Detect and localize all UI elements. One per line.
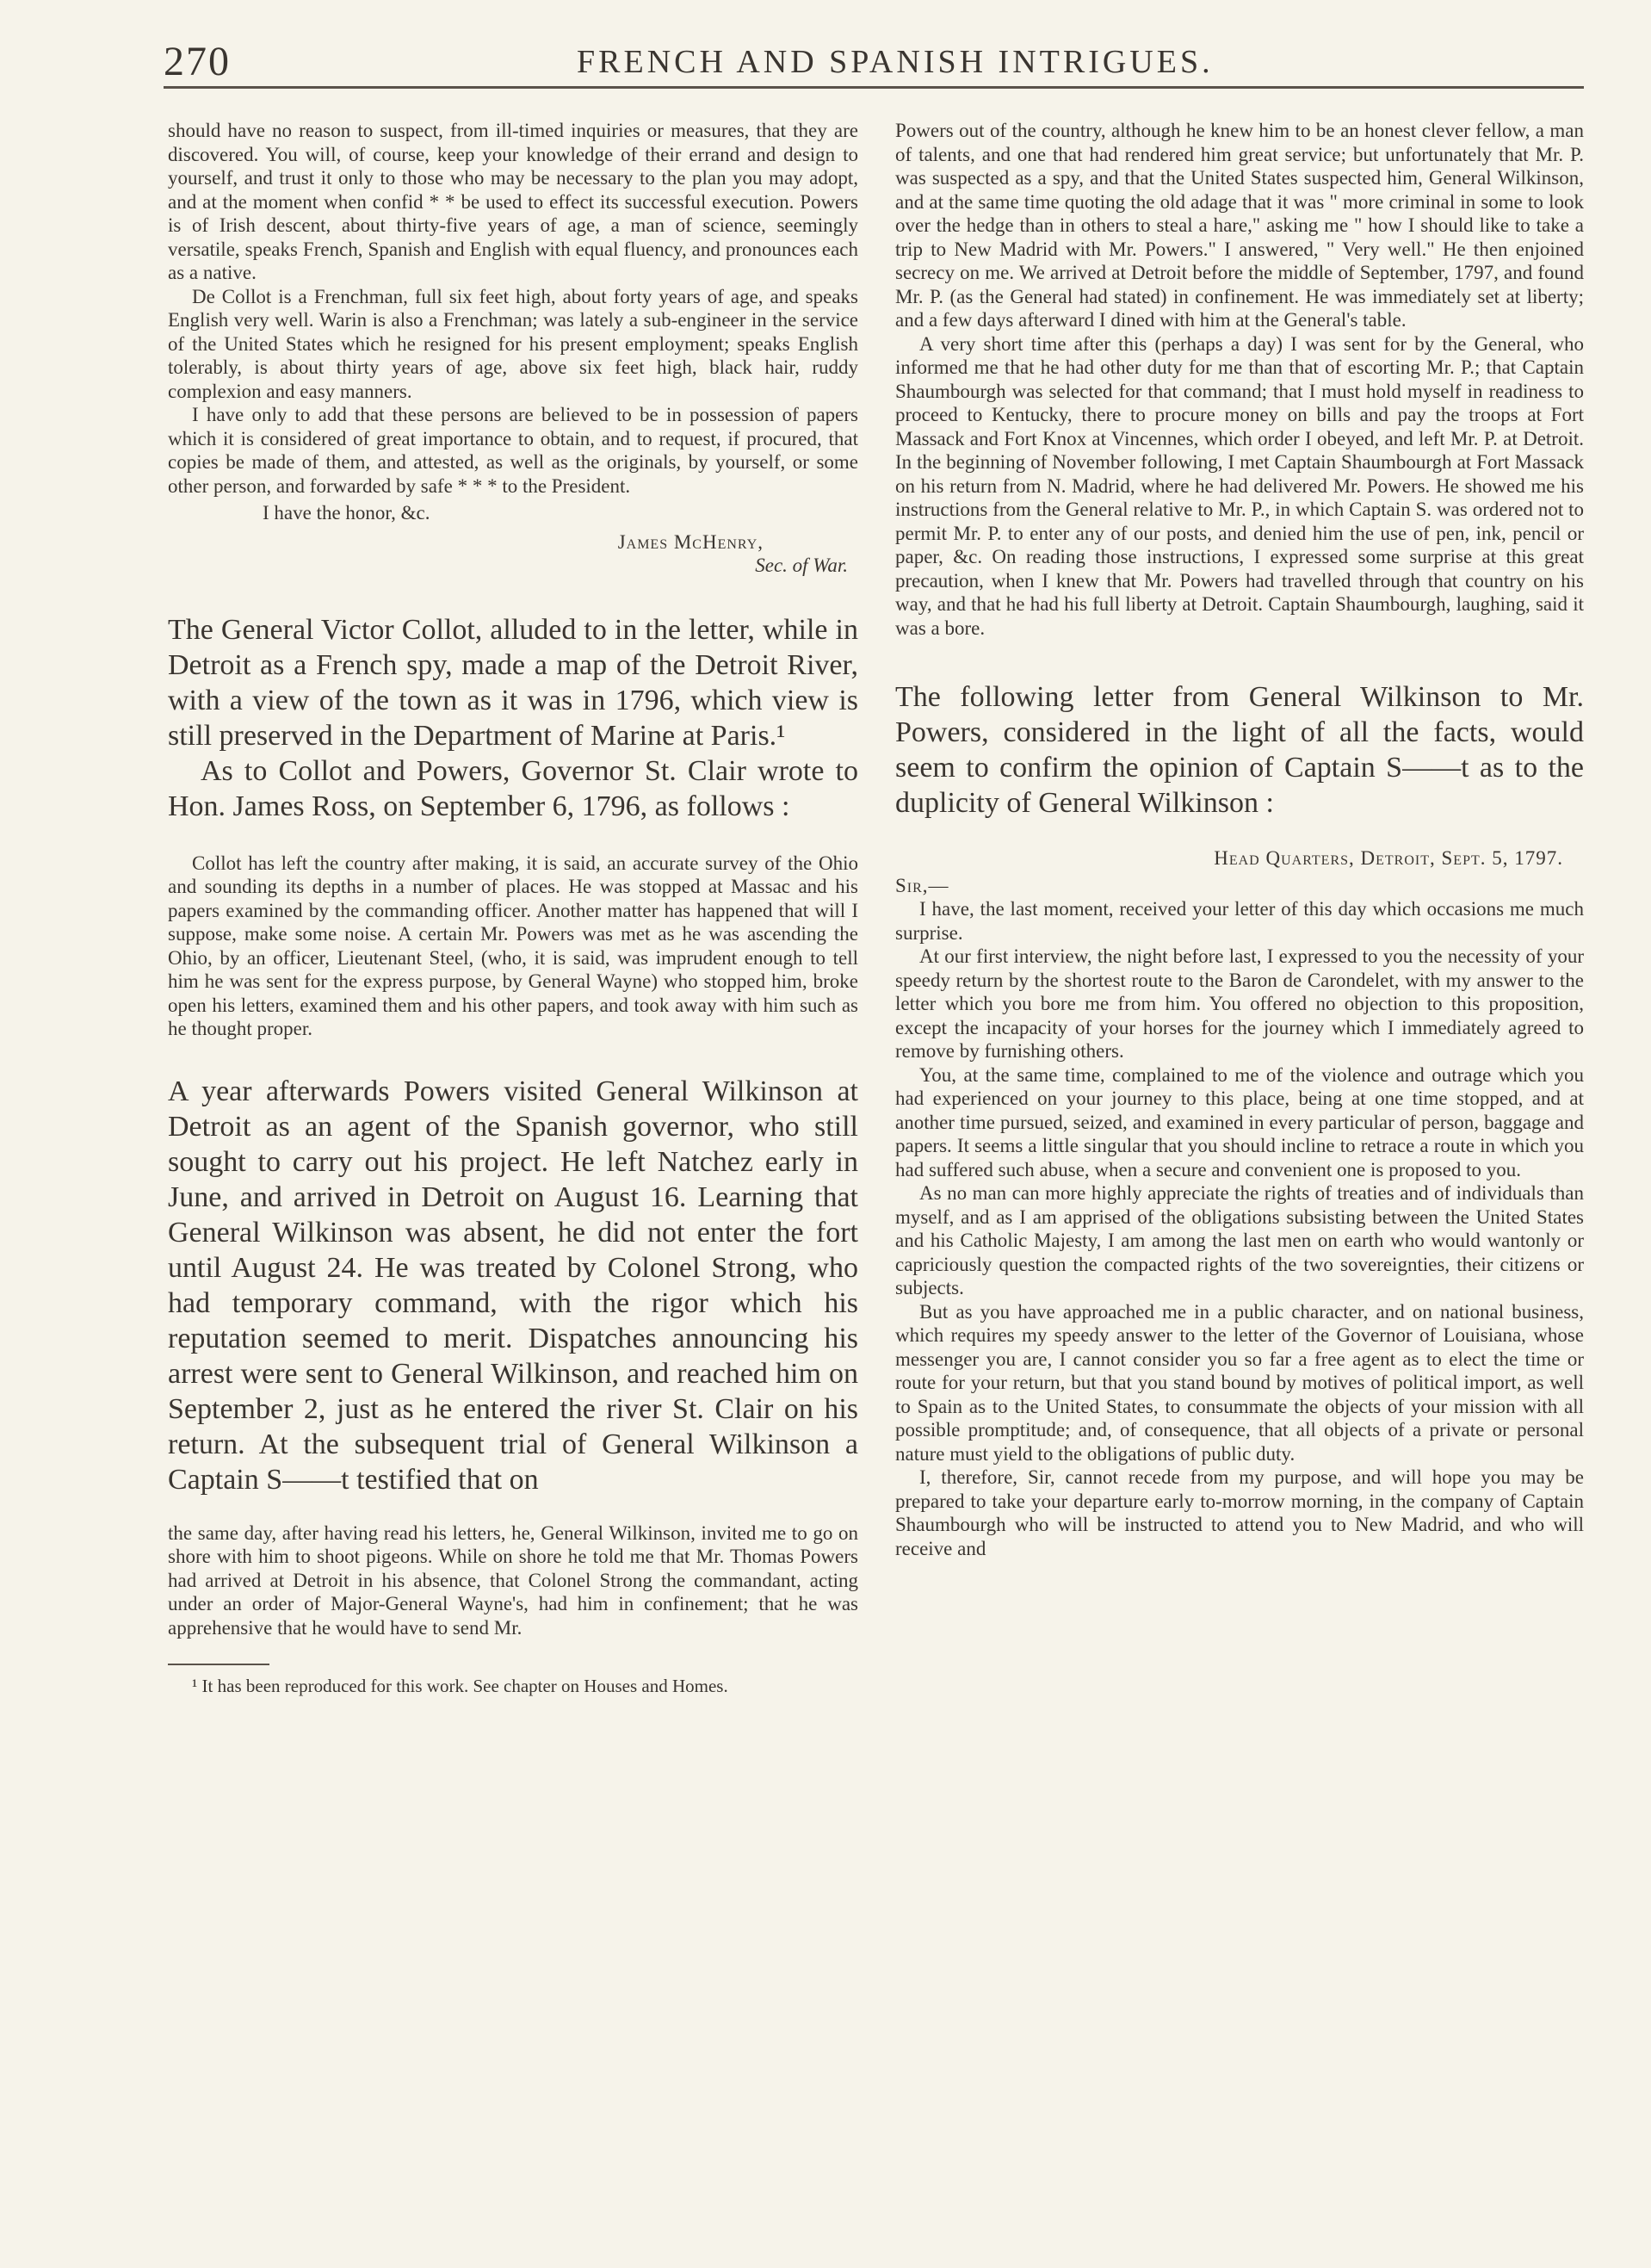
- page-number: 270: [164, 39, 231, 84]
- footnote: ¹ It has been reproduced for this work. See chapter on Houses and Homes.: [192, 1676, 728, 1696]
- testimony-paragraph: the same day, after having read his letters, he, General Wilkinson, invited me to go on shore with him to shoot pigeons. While on shore he told me that Mr. Thomas Powers had arrived at Detroit in his absence, that Colonel Strong the commandant, acting under an order of Major-General Wayne's, had him in confinement; that he was apprehensive that he would have to send Mr.: [168, 1521, 858, 1639]
- body-paragraph: A year afterwards Powers visited General Wilkinson at Detroit as an agent of the Spanish governor, who still sought to carry out his project. He left Natchez early in June, and arrived in Detroit on August 16. Learning that General Wilkinson was absent, he did not enter the fort until August 24. He was treated by Colonel Strong, who had temporary command, with the rigor which his reputation seemed to merit. Dispatches announcing his arrest were sent to General Wilkinson, and reached him on September 2, just as he entered the river St. Clair on his return. At the subsequent trial of General Wilkinson a Captain S——t testified that on: [168, 1075, 858, 1496]
- body-paragraph: As to Collot and Powers, Governor St. Clair wrote to Hon. James Ross, on September 6, 1796, as follows :: [168, 754, 858, 822]
- signature-title: Sec. of War.: [755, 555, 848, 576]
- letter-paragraph: should have no reason to suspect, from ill-timed inquiries or measures, that they are discovered. You will, of course, keep your knowledge of their errand and design to yourself, and trust it only to those who may be necessary to the plan you may adopt, and at the moment when confid * * be used to effect its successful execution. Powers is of Irish descent, about thirty-five years of age, a man of science, seemingly versatile, speaks French, Spanish and English with equal fluency, and pronounces each as a native.: [168, 120, 858, 283]
- running-title: FRENCH AND SPANISH INTRIGUES.: [577, 44, 1214, 80]
- letter-paragraph: At our first interview, the night before last, I expressed to you the necessity of your speedy return by the shortest route to the Baron de Carondelet, with my answer to the letter which you bore me from him. You offered no objection to this proposition, except the incapacity of your horses for the journey which I immediately agreed to remove by furnishing others.: [895, 945, 1584, 1062]
- testimony-paragraph: A very short time after this (perhaps a day) I was sent for by the General, who informed me that he had other duty for me than that of escorting Mr. P.; that Captain Shaumbourgh was selected for that command; that I must hold myself in readiness to proceed to Kentucky, there to procure money on bills and pay the troops at Fort Massack and Fort Knox at Vincennes, which order I obeyed, and left Mr. P. at Detroit. In the beginning of November following, I met Captain Shaumbourgh at Fort Massack on his return from N. Madrid, where he had delivered Mr. Powers. He showed me his instructions from the General relative to Mr. P., in which Captain S. was ordered not to permit Mr. P. to enter any of our posts, and denied him the use of pen, ink, pencil or paper, &c. On reading those instructions, I expressed some surprise at this great precaution, when I knew that Mr. Powers had travelled through that country on his way, and that he had his full liberty at Detroit. Captain Shaumbourgh, laughing, said it was a bore.: [895, 332, 1584, 639]
- header-rule: [164, 86, 1584, 89]
- body-paragraph: The following letter from General Wilkinson to Mr. Powers, considered in the light of all the facts, would seem to confirm the opinion of Captain S——t as to the duplicity of General Wilkinson :: [895, 681, 1584, 819]
- letter-dateline: Head Quarters, Detroit, Sept. 5, 1797.: [1214, 847, 1563, 869]
- letter-paragraph: I have only to add that these persons are believed to be in possession of papers which it is considered of great importance to obtain, and to request, if procured, that copies be made of them, and attested, as well as the originals, by yourself, or some other person, and forwarded by safe * * * to the President.: [168, 404, 858, 497]
- quoted-paragraph: Collot has left the country after making, it is said, an accurate survey of the Ohio and sounding its depths in a number of places. He was stopped at Massac and his papers examined by the commanding officer. Another matter has happened that will I suppose, make some noise. A certain Mr. Powers was met as he was ascending the Ohio, by an officer, Lieutenant Steel, (who, it is said, was imprudent enough to tell him he was sent for the express purpose, by General Wayne) who stopped him, broke open his letters, examined them and his other papers, and took away with him such as he thought proper.: [168, 852, 858, 1039]
- signature-name: James McHenry,: [617, 530, 764, 553]
- left-column: [168, 119, 858, 1697]
- body-paragraph: The General Victor Collot, alluded to in the letter, while in Detroit as a French spy, made a map of the Detroit River, with a view of the town as it was in 1796, which view is still preserved in the Department of Marine at Paris.¹: [168, 613, 858, 752]
- letter-paragraph: As no man can more highly appreciate the rights of treaties and of individuals than myself, and as I am apprised of the obligations subsisting between the United States and his Catholic Majesty, I am among the last men on earth who would wantonly or capriciously question the compacted rights of the two sovereignties, their citizens or subjects.: [895, 1182, 1584, 1298]
- letter-paragraph: I, therefore, Sir, cannot recede from my purpose, and will hope you may be prepared to take your departure early to-morrow morning, in the company of Captain Shaumbourgh who will be instructed to attend you to New Madrid, and who will receive and: [895, 1466, 1584, 1559]
- letter-closing: I have the honor, &c.: [263, 502, 430, 524]
- letter-paragraph: You, at the same time, complained to me of the violence and outrage which you had experienced on your journey to this place, being at one time stopped, and at another time pursued, seized, and examined in every particular of person, baggage and papers. It seems a little singular that you should incline to retrace a route in which you had suffered such abuse, when a secure and convenient one is proposed to you.: [895, 1063, 1584, 1180]
- letter-paragraph: De Collot is a Frenchman, full six feet high, about forty years of age, and speaks English very well. Warin is also a Frenchman; was lately a sub-engineer in the service of the United States which he resigned for his present employment; speaks English tolerably, is about thirty years of age, above six feet high, black hair, ruddy complexion and easy manners.: [168, 285, 858, 402]
- testimony-paragraph: Powers out of the country, although he knew him to be an honest clever fellow, a man of talents, and one that had rendered him great service; but unfortunately that Mr. P. was suspected as a spy, and that the United States suspected him, General Wilkinson, and at the same time quoting the old adage that it was " more criminal in some to look over the hedge than in others to steal a hare," asking me " how I should like to take a trip to New Madrid with Mr. Powers." I answered, " Very well." He then enjoined secrecy on me. We arrived at Detroit before the middle of September, 1797, and found Mr. P. (as the General had stated) in confinement. He was immediately set at liberty; and a few days afterward I dined with him at the General's table.: [895, 120, 1584, 331]
- footnote-rule: [168, 1664, 269, 1665]
- letter-paragraph: I have, the last moment, received your letter of this day which occasions me much surprise.: [895, 898, 1584, 944]
- right-column: [895, 119, 1584, 1560]
- page-header: [164, 38, 1584, 86]
- letter-paragraph: But as you have approached me in a public character, and on national business, which requires my speedy answer to the letter of the Governor of Louisiana, whose messenger you are, I cannot consider you so far a free agent as to elect the time or route for your return, but that you stand bound by motives of political import, as well to Spain as to the United States, to consummate the objects of your mission with all possible promptitude; and, of consequence, that all objects of a private or personal nature must yield to the obligations of public duty.: [895, 1300, 1584, 1465]
- letter-salutation: Sir,—: [895, 874, 949, 896]
